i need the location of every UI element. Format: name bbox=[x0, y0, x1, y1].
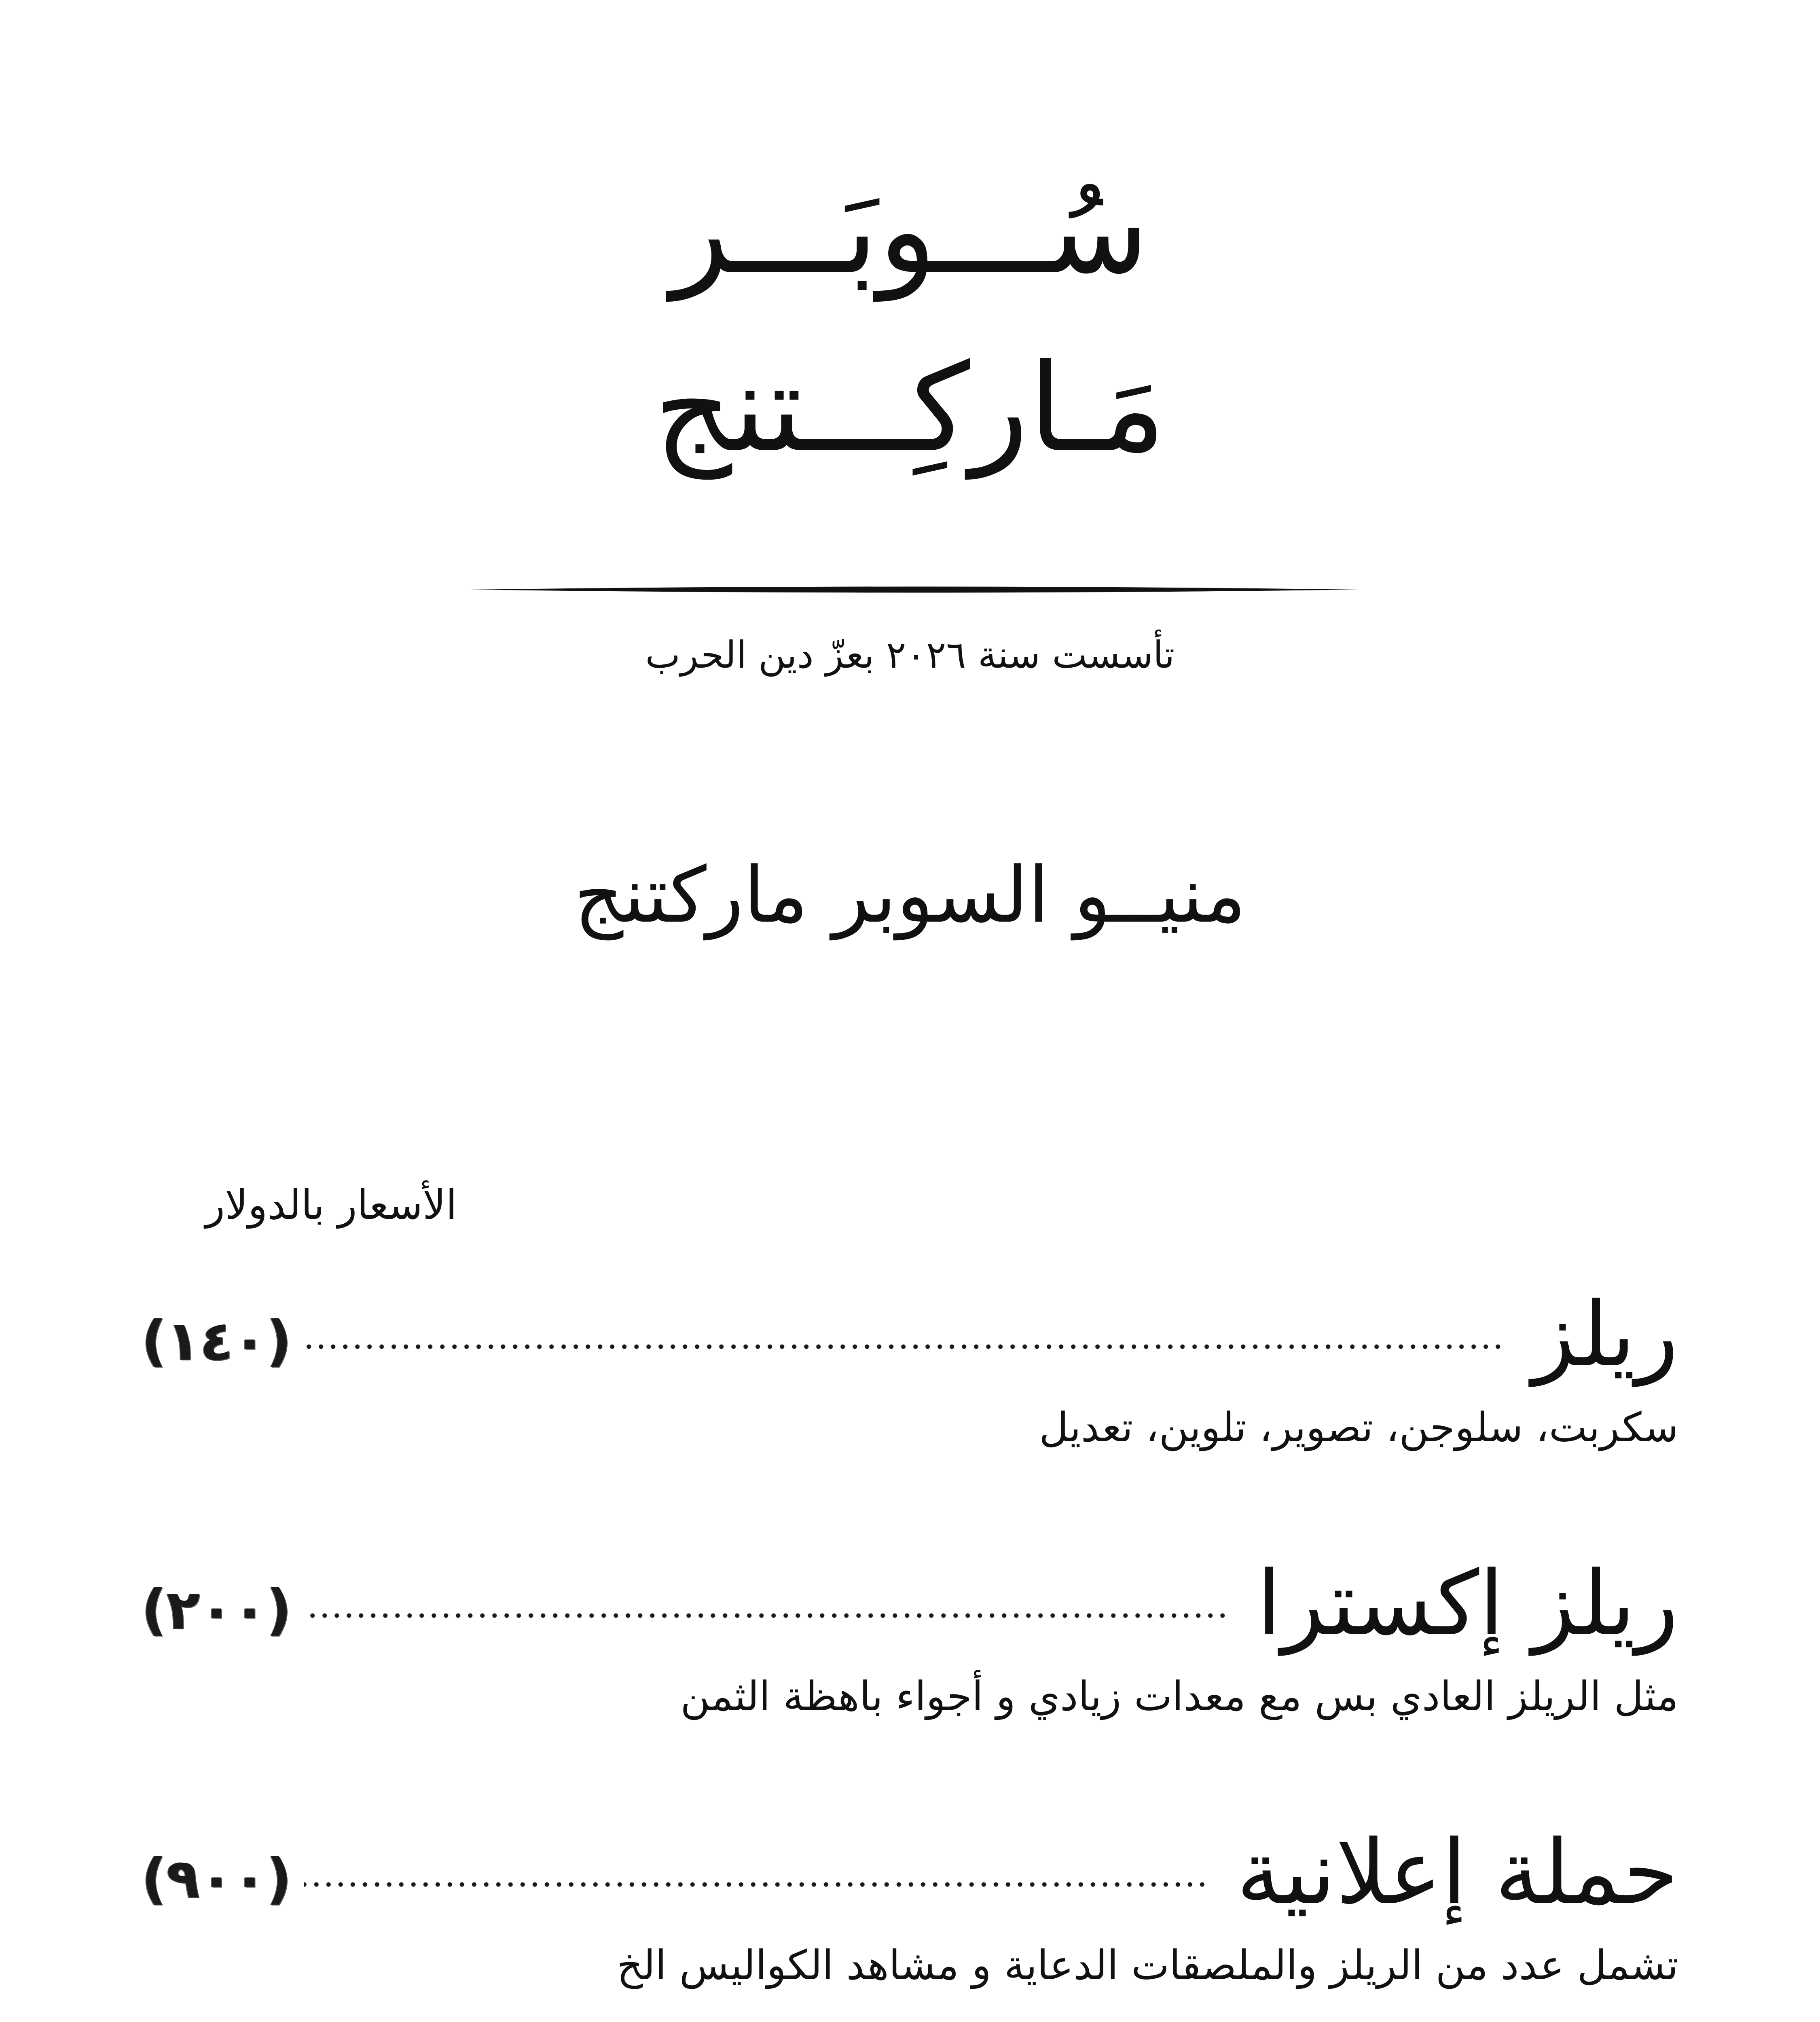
menu-item-description: تشمل عدد من الريلز والملصقات الدعاية و مشاهد الكواليس الخ bbox=[617, 1942, 1678, 1989]
menu-item-price: (٢٠٠) bbox=[142, 1578, 292, 1641]
currency-note: الأسعار بالدولار bbox=[205, 1181, 457, 1229]
menu-item-description: سكربت، سلوجن، تصوير، تلوين، تعديل bbox=[1039, 1404, 1678, 1451]
menu-item-name: ريلز bbox=[1532, 1283, 1678, 1386]
menu-item-price: (٩٠٠) bbox=[142, 1846, 292, 1910]
menu-item-ad-campaign bbox=[142, 1812, 1678, 1990]
menu-item-reels bbox=[142, 1274, 1678, 1452]
menu-title: منيــو السوبر ماركتنج bbox=[574, 850, 1246, 940]
menu-item-description: مثل الريلز العادي بس مع معدات زيادي و أجواء باهظة الثمن bbox=[680, 1673, 1678, 1720]
logo-line-1: سُـــوبَـــر bbox=[671, 160, 1149, 301]
menu-item-name: حملة إعلانية bbox=[1236, 1821, 1678, 1924]
founded-tagline: تأسست سنة ٢٠٢٦ بعزّ دين الحرب bbox=[645, 633, 1175, 677]
dotted-leader bbox=[304, 1344, 1504, 1349]
menu-item-reels-extra bbox=[142, 1543, 1678, 1721]
menu-item-price: (١٤٠) bbox=[142, 1309, 292, 1373]
logo-line-2: مَـاركِـــتنج bbox=[654, 338, 1166, 479]
dotted-leader bbox=[304, 1613, 1229, 1618]
menu-item-name: ريلز إكسترا bbox=[1257, 1552, 1678, 1655]
dotted-leader bbox=[304, 1882, 1208, 1887]
header-divider bbox=[469, 584, 1359, 595]
